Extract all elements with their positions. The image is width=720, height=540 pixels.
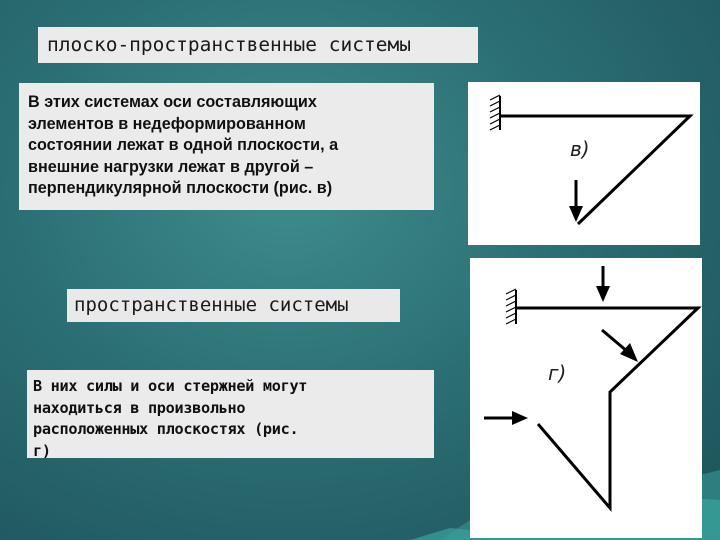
figure-v-label: в) <box>570 137 590 161</box>
section-title-text: плоско-пространственные системы <box>47 33 411 56</box>
text-line: элементов в недеформированном <box>28 114 306 133</box>
text-line: состоянии лежат в одной плоскости, а <box>28 136 339 154</box>
text-line: г) <box>33 441 51 460</box>
hatch-support <box>490 95 500 130</box>
text-line: перпендикулярной плоскости (рис. в) <box>28 179 333 197</box>
figure-g-diagram <box>470 258 702 538</box>
text-line: В этих системах оси составляющих <box>28 93 317 111</box>
description-spatial <box>27 370 434 458</box>
section-title-plane-spatial <box>38 27 478 63</box>
section-title-text: пространственные системы <box>74 294 349 316</box>
description-plane-spatial <box>19 83 434 210</box>
section-title-spatial <box>67 289 400 322</box>
figure-g-label: г) <box>548 361 567 385</box>
text-line: расположенных плоскостях (рис. <box>33 420 299 438</box>
text-line: внешние нагрузки лежат в другой – <box>28 157 314 176</box>
hatch-support <box>506 289 516 324</box>
figure-v-diagram <box>468 82 700 245</box>
figure-g-panel <box>470 258 702 538</box>
text-line: В них силы и оси стержней могут <box>33 377 308 395</box>
text-line: находиться в произвольно <box>33 398 246 417</box>
figure-v-panel <box>468 82 700 245</box>
